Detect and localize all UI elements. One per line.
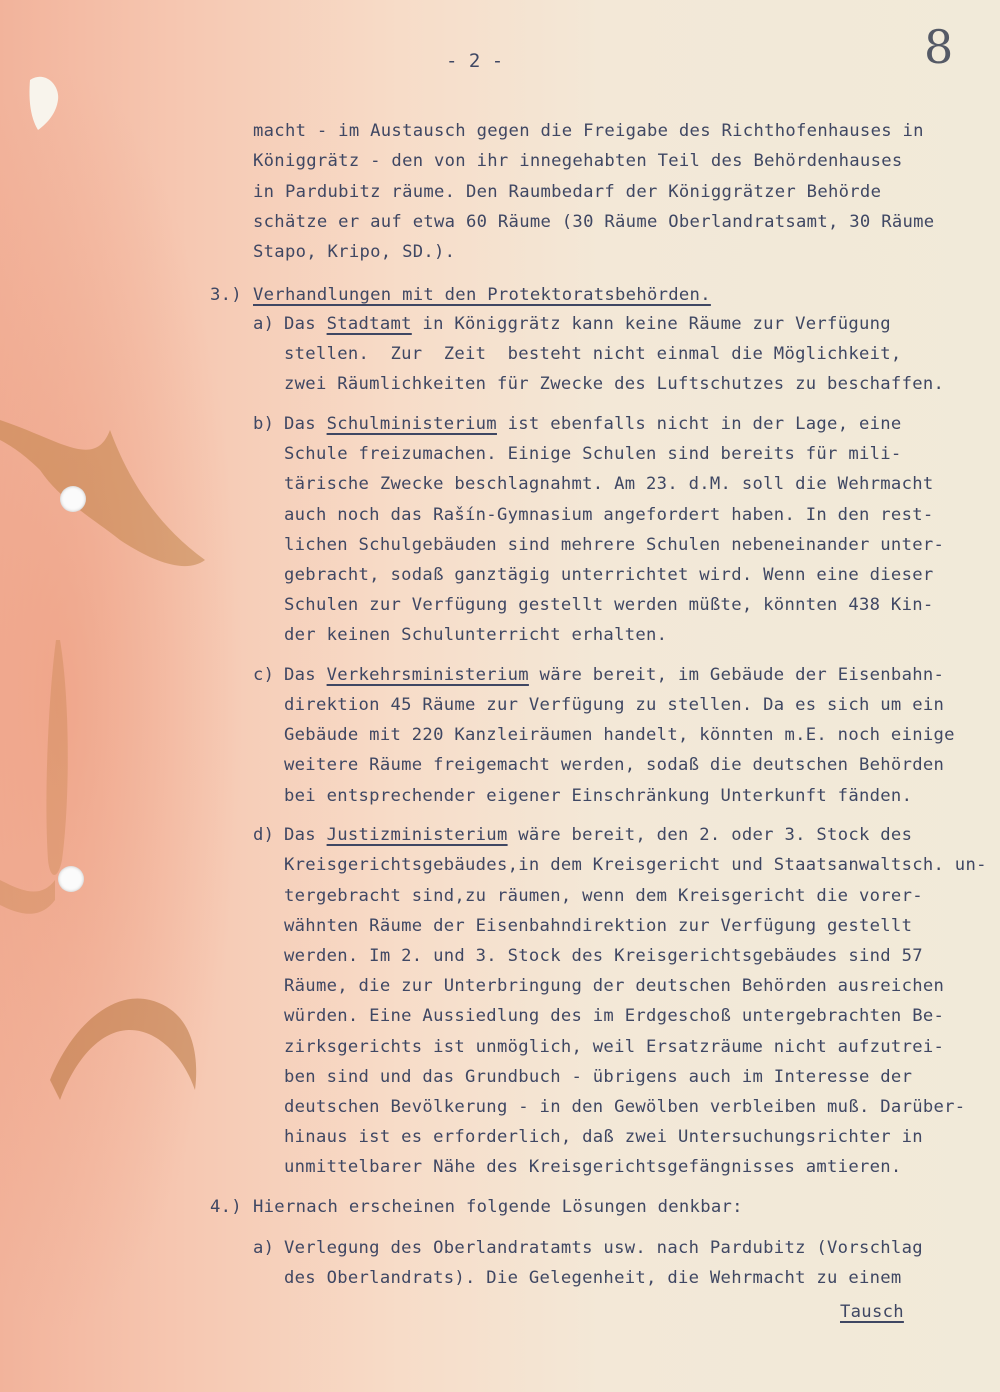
text-line: unmittelbarer Nähe des Kreisgerichtsgefängnisses amtieren. — [284, 1157, 902, 1177]
item-label: a) — [253, 1238, 275, 1258]
text-line: würden. Eine Aussiedlung des im Erdgeschoß untergebrachten Be- — [284, 1006, 945, 1026]
underlined-term: Justizministerium — [326, 825, 508, 845]
text-line: werden. Im 2. und 3. Stock des Kreisgerichtsgebäudes sind 57 — [284, 946, 923, 966]
item-label: b) — [253, 414, 275, 434]
text-line: zirksgerichts ist unmöglich, weil Ersatzräume nicht aufzutrei- — [284, 1037, 945, 1057]
underlined-term: Schulministerium — [326, 414, 497, 434]
text-line: hinaus ist es erforderlich, daß zwei Untersuchungsrichter in — [284, 1127, 923, 1147]
text-line: Räume, die zur Unterbringung der deutschen Behörden ausreichen — [284, 976, 945, 996]
text-line: Gebäude mit 220 Kanzleiräumen handelt, könnten m.E. noch einige — [284, 725, 955, 745]
text-line: direktion 45 Räume zur Verfügung zu stellen. Da es sich um ein — [284, 695, 945, 715]
underlined-term: Stadtamt — [326, 314, 412, 334]
handwritten-folio-number: 8 — [924, 20, 954, 74]
text-fragment: Das — [284, 314, 327, 334]
item-label: a) — [253, 314, 275, 334]
text-fragment: Das — [284, 665, 327, 685]
text-line: ben sind und das Grundbuch - übrigens auch im Interesse der — [284, 1067, 913, 1087]
text-fragment: Das — [284, 825, 327, 845]
text-line: zwei Räumlichkeiten für Zwecke des Luftschutzes zu beschaffen. — [284, 374, 945, 394]
text-line: gebracht, sodaß ganztägig unterrichtet wird. Wenn eine dieser — [284, 565, 934, 585]
section-heading: Hiernach erscheinen folgende Lösungen denkbar: — [253, 1197, 743, 1217]
text-line — [284, 414, 902, 434]
text-line: Königgrätz - den von ihr innegehabten Teil des Behördenhauses — [253, 151, 903, 171]
text-line: lichen Schulgebäuden sind mehrere Schulen nebeneinander unter- — [284, 535, 945, 555]
text-line: auch noch das Rašín-Gymnasium angefordert haben. In den rest- — [284, 505, 934, 525]
text-line: schätze er auf etwa 60 Räume (30 Räume Oberlandratsamt, 30 Räume — [253, 212, 935, 232]
item-label: d) — [253, 825, 275, 845]
text-line: macht - im Austausch gegen die Freigabe des Richthofenhauses in — [253, 121, 924, 141]
punch-hole-top — [60, 486, 86, 512]
text-line: deutschen Bevölkerung - in den Gewölben verbleiben muß. Darüber- — [284, 1097, 966, 1117]
text-line: in Pardubitz räume. Den Raumbedarf der Königgrätzer Behörde — [253, 182, 882, 202]
text-fragment: wäre bereit, den 2. oder 3. Stock des — [507, 825, 913, 845]
text-line: wähnten Räume der Eisenbahndirektion zur Verfügung gestellt — [284, 916, 913, 936]
text-line — [284, 665, 944, 685]
text-line: Stapo, Kripo, SD.). — [253, 242, 456, 262]
text-line: stellen. Zur Zeit besteht nicht einmal die Möglichkeit, — [284, 344, 902, 364]
catchword: Tausch — [840, 1302, 904, 1322]
text-line: der keinen Schulunterricht erhalten. — [284, 625, 668, 645]
underlined-term: Verkehrsministerium — [326, 665, 529, 685]
text-line: Kreisgerichtsgebäudes,in dem Kreisgericht und Staatsanwaltsch. un- — [284, 855, 987, 875]
section-heading: Verhandlungen mit den Protektoratsbehörden. — [253, 285, 711, 305]
text-line: Verlegung des Oberlandratamts usw. nach Pardubitz (Vorschlag — [284, 1238, 923, 1258]
text-line — [284, 314, 891, 334]
text-fragment: ist ebenfalls nicht in der Lage, eine — [496, 414, 902, 434]
text-line: Schulen zur Verfügung gestellt werden müßte, könnten 438 Kin- — [284, 595, 934, 615]
punch-hole-bottom — [58, 866, 84, 892]
torn-edge — [20, 70, 80, 140]
text-line: bei entsprechender eigener Einschränkung Unterkunft fänden. — [284, 786, 913, 806]
text-line: tärische Zwecke beschlagnahmt. Am 23. d.M. soll die Wehrmacht — [284, 474, 934, 494]
text-fragment: in Königgrätz kann keine Räume zur Verfügung — [411, 314, 891, 334]
text-line: weitere Räume freigemacht werden, sodaß die deutschen Behörden — [284, 755, 945, 775]
section-number: 3.) — [210, 285, 242, 305]
text-fragment: Das — [284, 414, 327, 434]
item-label: c) — [253, 665, 275, 685]
text-line — [284, 825, 912, 845]
page-number: - 2 - — [446, 50, 504, 72]
section-number: 4.) — [210, 1197, 242, 1217]
text-fragment: wäre bereit, im Gebäude der Eisenbahn- — [528, 665, 945, 685]
text-line: des Oberlandrats). Die Gelegenheit, die Wehrmacht zu einem — [284, 1268, 902, 1288]
text-line: Schule freizumachen. Einige Schulen sind bereits für mili- — [284, 444, 902, 464]
text-line: tergebracht sind,zu räumen, wenn dem Kreisgericht die vorer- — [284, 886, 923, 906]
